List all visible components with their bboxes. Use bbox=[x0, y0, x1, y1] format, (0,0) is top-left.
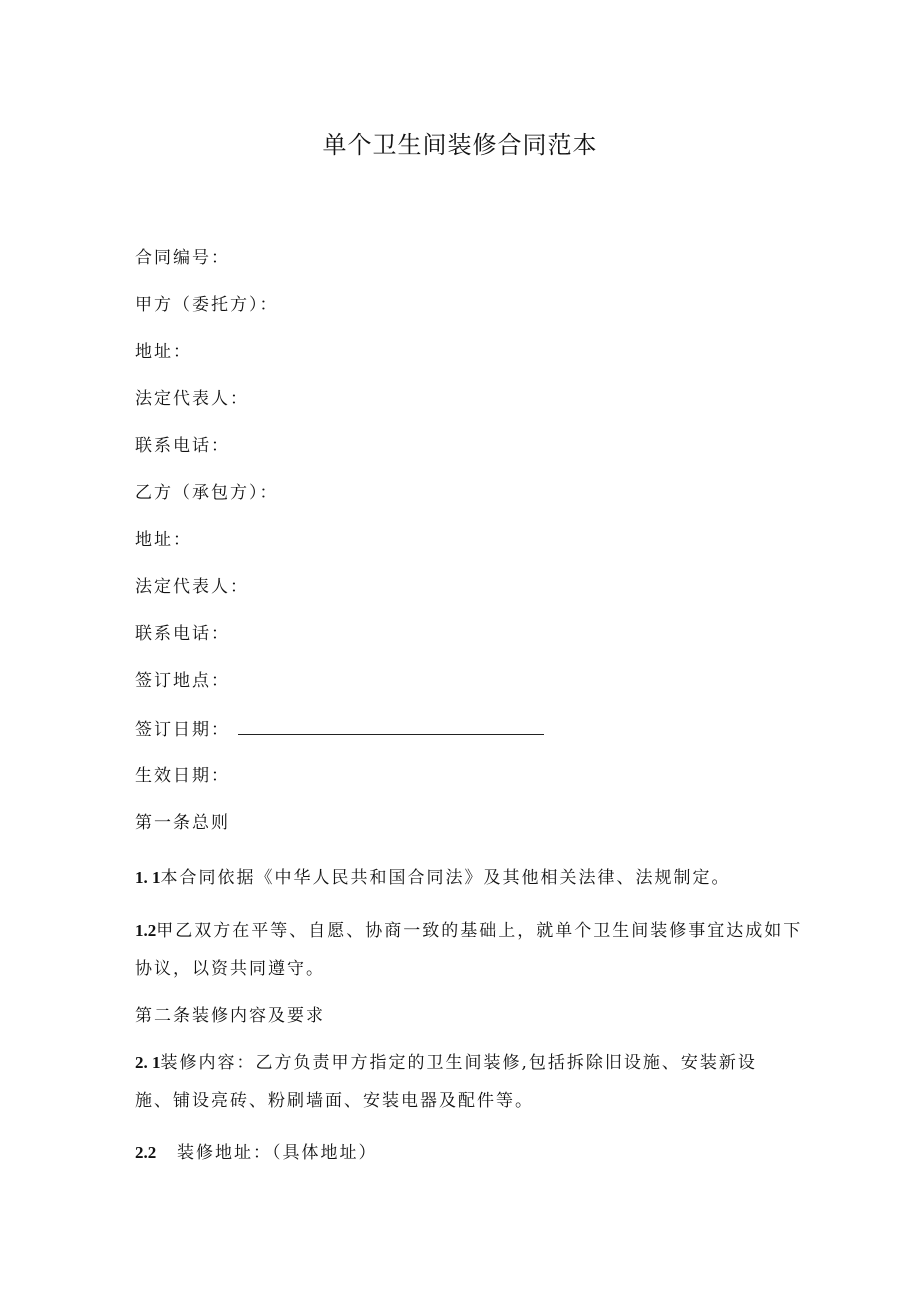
clause-2-2 bbox=[135, 1134, 795, 1172]
field-party-a-rep: 法定代表人： bbox=[135, 389, 249, 409]
clause-1-1 bbox=[135, 859, 795, 897]
field-party-a-phone: 联系电话： bbox=[135, 436, 230, 456]
clause-1-2-line2: 协议，以资共同遵守。 bbox=[135, 959, 325, 979]
document-title: 单个卫生间装修合同范本 bbox=[322, 131, 598, 159]
field-sign-date-row bbox=[135, 718, 544, 741]
clause-2-2-text: 装修地址：（具体地址） bbox=[177, 1143, 378, 1163]
clause-1-1-text: 本合同依据《中华人民共和国合同法》及其他相关法律、法规制定。 bbox=[160, 868, 731, 888]
article2-heading: 第二条装修内容及要求 bbox=[135, 1006, 325, 1026]
field-party-a: 甲方（委托方）： bbox=[135, 295, 279, 315]
clause-2-1-line1: 装修内容：乙方负责甲方指定的卫生间装修,包括拆除旧设施、安装新设 bbox=[160, 1053, 757, 1073]
clause-1-2-line1: 甲乙双方在平等、自愿、协商一致的基础上，就单个卫生间装修事宜达成如下 bbox=[156, 921, 803, 941]
clause-1-1-number: 1. 1 bbox=[135, 868, 161, 887]
field-party-b-phone: 联系电话： bbox=[135, 624, 230, 644]
article1-heading: 第一条总则 bbox=[135, 813, 230, 833]
clause-2-1-line2: 施、铺设亮砖、粉刷墙面、安装电器及配件等。 bbox=[135, 1091, 534, 1111]
clause-2-1 bbox=[135, 1044, 795, 1120]
sign-date-blank bbox=[238, 718, 544, 735]
clause-1-2-number: 1.2 bbox=[135, 921, 157, 940]
field-sign-date: 签订日期： bbox=[135, 720, 230, 740]
field-party-a-address: 地址： bbox=[135, 342, 192, 362]
field-effective-date: 生效日期： bbox=[135, 766, 230, 786]
field-party-b: 乙方（承包方）： bbox=[135, 483, 279, 503]
clause-2-2-number: 2.2 bbox=[135, 1143, 157, 1162]
field-party-b-rep: 法定代表人： bbox=[135, 577, 249, 597]
clause-2-1-number: 2. 1 bbox=[135, 1053, 161, 1072]
field-contract-no: 合同编号： bbox=[135, 248, 230, 268]
clause-1-2 bbox=[135, 912, 803, 988]
field-sign-place: 签订地点： bbox=[135, 671, 230, 691]
field-party-b-address: 地址： bbox=[135, 530, 192, 550]
